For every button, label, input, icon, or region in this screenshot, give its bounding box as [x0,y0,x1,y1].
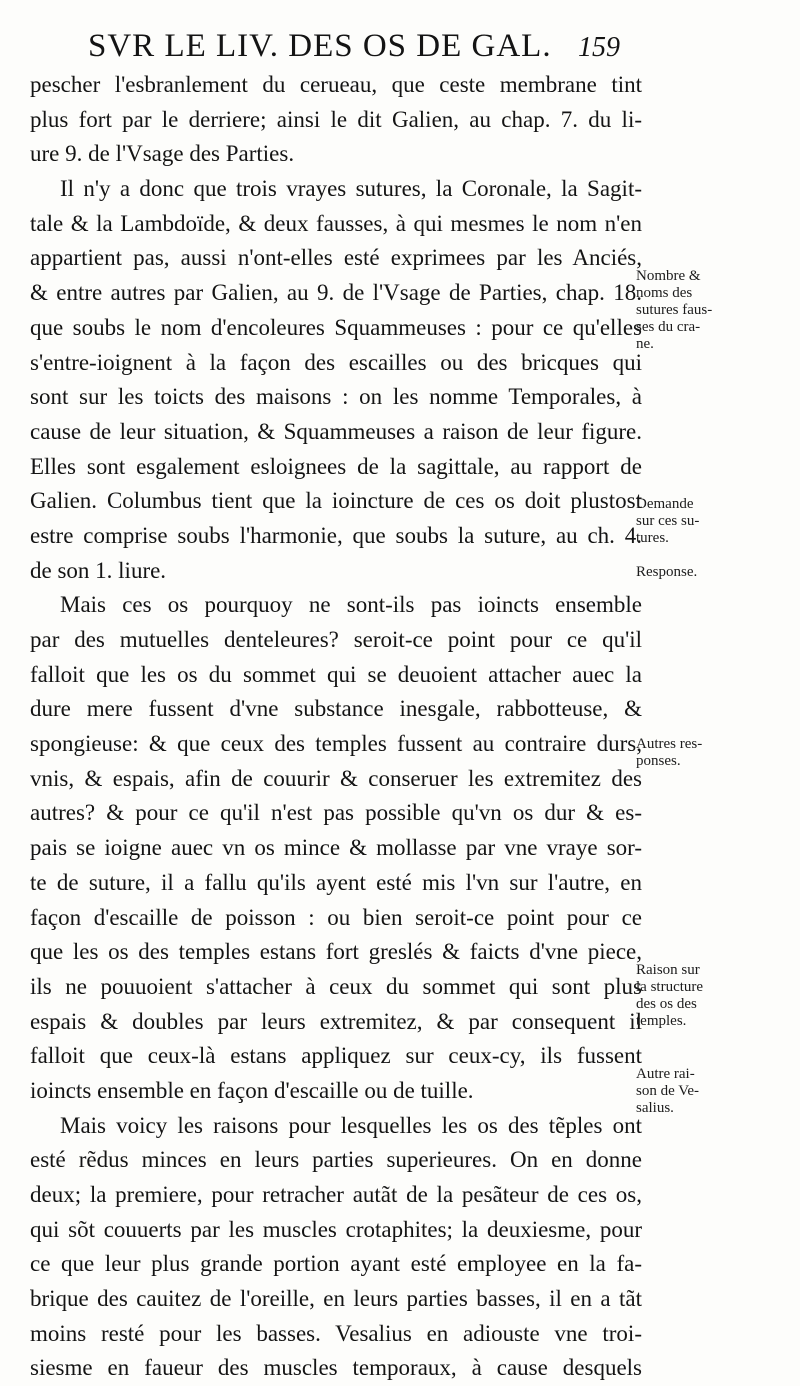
margin-note-line: Demande [636,496,694,512]
running-title: SVR LE LIV. DES OS DE GAL. [88,28,552,64]
margin-note-autres [636,736,796,770]
text-line: Elles sont esgalement esloignees de la sagittale, au rapport de [30,453,642,479]
margin-note-autre [636,1066,796,1117]
page-header [0,26,800,72]
text-line: ioincts ensemble en façon d'escaille ou de tuille. [30,1077,474,1103]
margin-note-line: ne. [636,336,654,352]
text-line: te de suture, il a fallu qu'ils ayent esté mis l'vn sur l'autre, en [30,869,642,895]
margin-note-line: son de Ve- [636,1083,700,1099]
text-line: façon d'escaille de poisson : ou bien seroit-ce point pour ce [30,904,642,930]
text-line: spongieuse: & que ceux des temples fussent au contraire durs, [30,731,642,757]
margin-note-line: Autre rai- [636,1066,695,1082]
text-line: que soubs le nom d'encoleures Squammeuses : pour ce qu'elles [30,314,642,340]
text-line: appartient pas, aussi n'ont-elles esté exprimees par les Anciés, [30,245,642,271]
text-line: Mais voicy les raisons pour lesquelles les os des tẽples ont [60,1112,642,1138]
text-line: & entre autres par Galien, au 9. de l'Vsage de Parties, chap. 18. [30,280,642,306]
text-line: Mais ces os pourquoy ne sont-ils pas ioincts ensemble [60,592,642,618]
margin-note-line: sur ces su- [636,513,700,529]
text-line: deux; la premiere, pour retracher autãt de la pesãteur de ces os, [30,1182,642,1207]
page-number: 159 [578,32,620,63]
margin-note-line: Autres res- [636,736,703,752]
margin-note-line: ses du cra- [636,319,701,335]
text-line: pais se ioigne auec vn os mince & mollasse par vne vraye sor- [30,835,642,861]
margin-note-line: la structure [636,979,704,995]
text-line: esté rẽdus minces en leurs parties superieures. On en donne [30,1147,642,1173]
text-line: ure 9. de l'Vsage des Parties. [30,141,295,167]
margin-note-line: tures. [636,530,669,546]
text-line: plus fort par le derriere; ainsi le dit Galien, au chap. 7. du li- [30,106,642,132]
text-line: ce que leur plus grande portion ayant esté employee en la fa- [30,1251,642,1277]
text-line: Il n'y a donc que trois vrayes sutures, la Coronale, la Sagit- [60,176,642,202]
margin-note-nombre [636,268,796,353]
margin-note-line: des os des [636,996,697,1012]
text-line: ils ne pouuoient s'attacher à ceux du sommet qui sont plus [30,973,642,999]
text-line: de son 1. liure. [30,557,167,583]
margin-note-line: noms des [636,285,693,301]
margin-note-demande [636,496,796,547]
text-line: falloit que les os du sommet qui se deuoient attacher auec la [30,661,642,687]
text-line: autres? & pour ce qu'il n'est pas possible qu'vn os dur & es- [30,800,642,826]
text-line: siesme en faueur des muscles temporaux, à cause desquels [30,1355,642,1381]
margin-note-response [636,564,796,581]
margin-note-line: sutures faus- [636,302,713,318]
margin-note-raison [636,962,796,1030]
text-line: pescher l'esbranlement du cerueau, que ceste membrane tint [30,72,642,97]
margin-note-line: Response. [636,564,698,580]
text-line: dure mere fussent d'vne substance inesgale, rabbotteuse, & [30,696,642,722]
margin-note-line: temples. [636,1013,687,1029]
text-line: tale & la Lambdoïde, & deux fausses, à qui mesmes le nom n'en [30,210,642,236]
text-line: falloit que ceux-là estans appliquez sur ceux-cy, ils fussent [30,1043,642,1069]
text-line: vnis, & espais, afin de couurir & conseruer les extremitez des [30,765,642,791]
text-line: cause de leur situation, & Squammeuses a raison de leur figure. [30,418,642,444]
text-line: qui sõt couuerts par les muscles crotaphites; la deuxiesme, pour [30,1216,642,1242]
margin-note-line: salius. [636,1100,674,1116]
text-line: moins resté pour les basses. Vesalius en adiouste vne troi- [30,1320,642,1346]
main-text-column [30,68,642,1386]
text-line: Galien. Columbus tient que la ioincture de ces os doit plustost [30,488,642,514]
margin-note-line: Nombre & [636,268,701,284]
text-line: espais & doubles par leurs extremitez, & par consequent il [30,1008,642,1034]
text-line: que les os des temples estans fort greslés & faicts d'vne piece, [30,939,642,965]
text-line: sont sur les toicts des maisons : on les nomme Temporales, à [30,384,642,410]
text-line: estre comprise soubs l'harmonie, que soubs la suture, au ch. 4. [30,522,642,548]
text-line: s'entre-ioignent à la façon des escailles ou des bricques qui [30,349,642,375]
text-line: par des mutuelles denteleures? seroit-ce point pour ce qu'il [30,627,642,652]
margin-note-line: Raison sur [636,962,700,978]
margin-note-line: ponses. [636,753,681,769]
text-line: brique des cauitez de l'oreille, en leurs parties basses, il en a tãt [30,1286,642,1312]
